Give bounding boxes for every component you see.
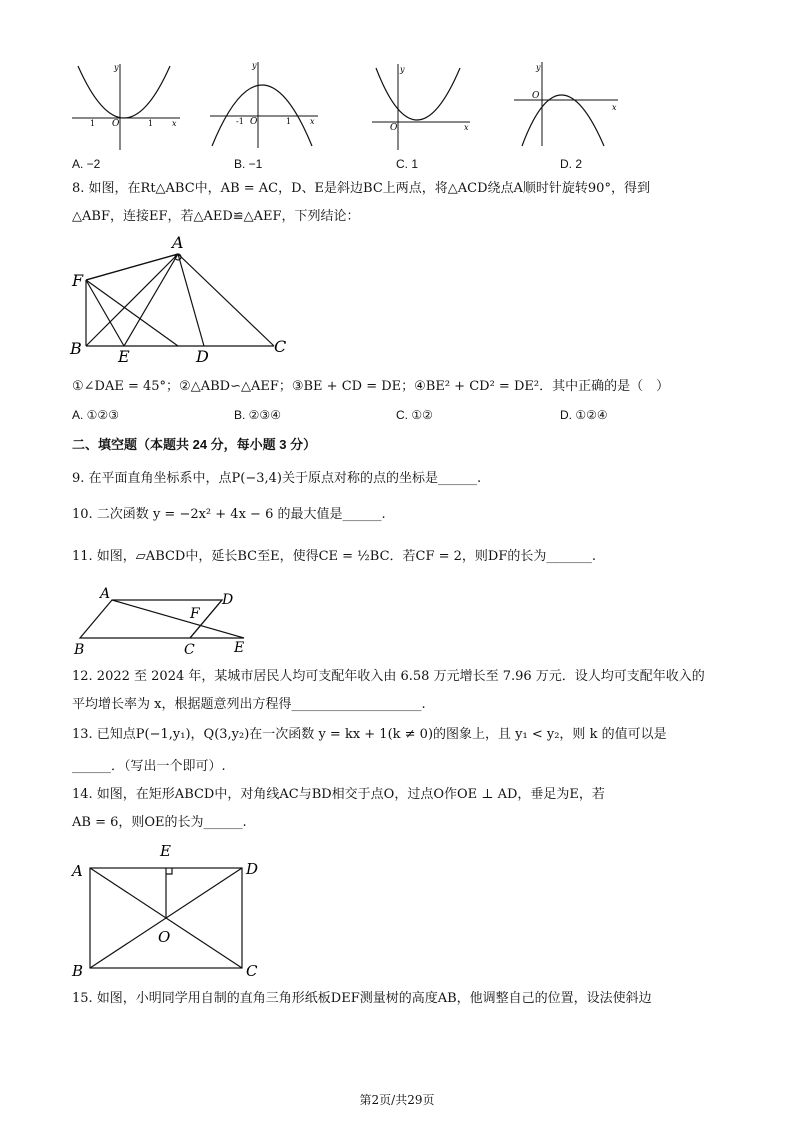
tick-label: 1 <box>148 119 154 128</box>
page-footer: 第2页/共29页 <box>359 1093 435 1107</box>
graph-c <box>368 60 478 152</box>
parabola <box>78 66 170 118</box>
point-e: E <box>118 347 130 366</box>
tick-label: -1 <box>236 117 244 126</box>
point-d: D <box>246 860 259 878</box>
q12-line2: 平均增长率为 x，根据题意列出方程得____________________. <box>72 697 426 712</box>
x-label: x <box>172 119 177 128</box>
tick-label: 1 <box>90 119 96 128</box>
q8-line1: 8. 如图，在Rt△ABC中，AB = AC，D、E是斜边BC上两点，将△ACD绕点A顺时针旋转90°，得到 <box>72 181 650 196</box>
y-label: y <box>252 61 257 70</box>
section-title: 二、填空题（本题共 24 分，每小题 3 分） <box>72 437 317 452</box>
x-label: x <box>310 117 315 126</box>
point-e: E <box>234 640 245 656</box>
point-b: B <box>74 642 85 658</box>
q8-option-a: A. ①②③ <box>72 408 119 422</box>
point-a: A <box>172 233 184 252</box>
parabola <box>522 95 604 146</box>
origin-label: O <box>532 91 540 101</box>
q8-option-d: D. ①②④ <box>560 408 608 422</box>
q7-option-b: B. −1 <box>234 157 263 171</box>
x-label: x <box>464 123 469 132</box>
point-f: F <box>190 606 200 622</box>
q12-line1: 12. 2022 至 2024 年，某城市居民人均可支配年收入由 6.58 万元增长至 7.96 万元．设人均可支配年收入的 <box>72 669 705 684</box>
point-d: D <box>222 592 234 608</box>
q13-line2: ______．（写出一个即可）. <box>72 759 226 774</box>
point-f: F <box>72 271 84 290</box>
origin-label: O <box>112 119 120 129</box>
point-c: C <box>184 642 195 658</box>
y-label: y <box>114 63 119 72</box>
point-d: D <box>196 347 209 366</box>
origin-label: O <box>250 117 258 127</box>
q9: 9. 在平面直角坐标系中，点P(−3,4)关于原点对称的点的坐标是______. <box>72 471 482 486</box>
x-label: x <box>612 103 617 112</box>
point-e: E <box>160 842 171 860</box>
origin-label: O <box>390 123 398 133</box>
q8-option-c: C. ①② <box>396 408 433 422</box>
point-o: O <box>158 928 171 946</box>
q11-text: 11. 如图，▱ABCD中，延长BC至E，使得CE = ½BC．若CF = 2，则DF的长为_______. <box>72 549 596 564</box>
q8-line2: △ABF，连接EF，若△AED≌△AEF，下列结论： <box>72 209 360 224</box>
q15-line1: 15. 如图，小明同学用自制的直角三角形纸板DEF测量树的高度AB，他调整自己的位置，设法使斜边 <box>72 991 652 1006</box>
q10: 10. 二次函数 y = −2x² + 4x − 6 的最大值是______. <box>72 507 386 522</box>
q14-line2: AB = 6，则OE的长为______. <box>72 815 247 830</box>
graph-d <box>512 58 624 150</box>
y-label: y <box>536 63 541 72</box>
point-c: C <box>246 962 258 980</box>
q11-figure <box>70 584 260 658</box>
point-b: B <box>72 962 84 980</box>
point-a: A <box>72 862 83 880</box>
graph-a <box>68 60 188 152</box>
point-c: C <box>274 337 287 356</box>
q13-line1: 13. 已知点P(−1,y₁)，Q(3,y₂)在一次函数 y = kx + 1(k ≠ 0)的图象上，且 y₁ < y₂，则 k 的值可以是 <box>72 727 667 742</box>
q14-line1: 14. 如图，在矩形ABCD中，对角线AC与BD相交于点O，过点O作OE ⊥ AD，垂足为E，若 <box>72 787 605 802</box>
q8-figure <box>66 232 296 368</box>
q7-option-a: A. −2 <box>72 157 101 171</box>
point-a: A <box>100 586 111 602</box>
y-label: y <box>400 65 405 74</box>
graph-b <box>206 58 326 150</box>
tick-label: 1 <box>286 117 292 126</box>
q8-option-b: B. ②③④ <box>234 408 281 422</box>
q7-option-d: D. 2 <box>560 157 583 171</box>
q8-statements: ①∠DAE = 45°；②△ABD∽△AEF；③BE + CD = DE；④BE² + CD² = DE²．其中正确的是（ ） <box>72 379 670 394</box>
parabola <box>376 68 460 120</box>
q14-figure <box>66 838 276 982</box>
q7-option-c: C. 1 <box>396 157 419 171</box>
point-b: B <box>70 339 82 358</box>
